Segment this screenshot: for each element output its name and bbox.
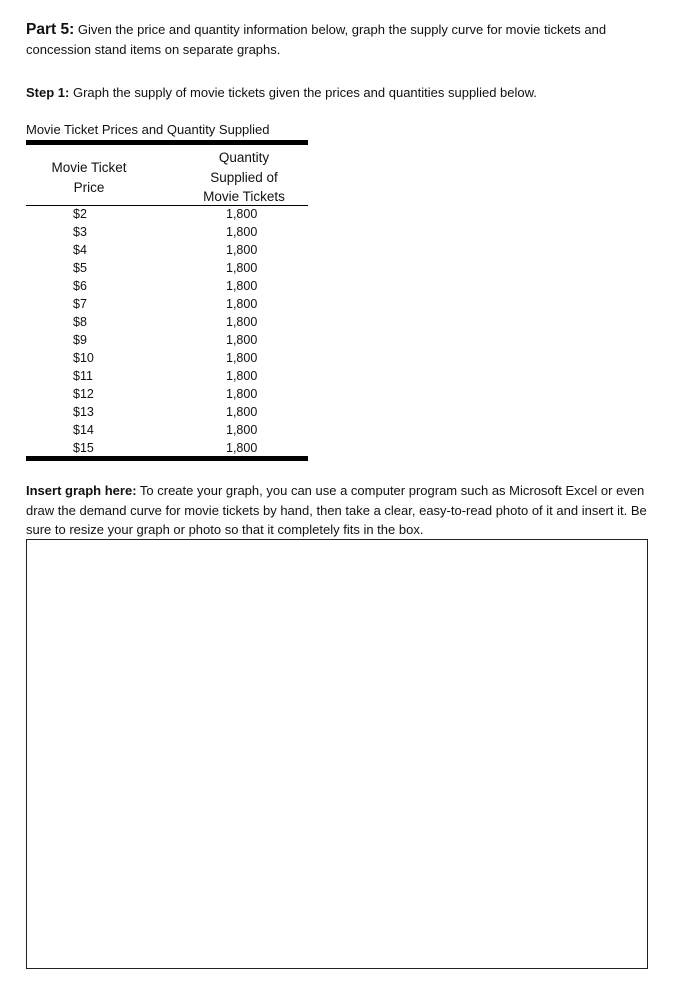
quantity-header-line: Supplied of [210,169,278,185]
table-caption: Movie Ticket Prices and Quantity Supplied [26,122,270,137]
step1-text: Graph the supply of movie tickets given the prices and quantities supplied below. [69,85,537,100]
quantity-cell: 1,800 [226,261,258,275]
table-row [26,259,308,277]
quantity-cell: 1,800 [226,423,258,437]
price-cell: $4 [73,243,87,257]
price-cell: $11 [73,369,93,383]
table-row [26,223,308,241]
table-bottom-rule [26,456,308,461]
quantity-cell: 1,800 [226,243,258,257]
insert-graph-instructions [26,481,656,540]
table-body [26,205,308,457]
table-row [26,403,308,421]
quantity-cell: 1,800 [226,369,258,383]
part5-heading: Part 5: [26,21,75,38]
quantity-header-line: Quantity [218,150,270,165]
price-cell: $8 [73,315,87,329]
quantity-cell: 1,800 [226,387,258,401]
table-row [26,331,308,349]
price-cell: $7 [73,297,87,311]
step1-heading: Step 1: [26,85,70,100]
price-cell: $14 [73,423,94,437]
table-top-rule [26,140,308,145]
table-row [26,349,308,367]
insert-graph-text: To create your graph, you can use a computer program such as Microsoft Excel or even draw the demand curve for movie tickets by hand, then take a clear, easy-to-read photo of it and insert it. Be sure to resize your graph or photo so that it completely fits in the box. [26,483,647,537]
price-cell: $6 [73,279,87,293]
table-row [26,313,308,331]
price-cell: $3 [73,225,87,239]
graph-insert-box[interactable] [26,539,648,969]
table-row [26,367,308,385]
price-cell: $5 [73,261,87,275]
insert-graph-heading: Insert graph here: [26,483,137,498]
quantity-column-header [180,148,308,207]
table-row [26,421,308,439]
part5-text: Given the price and quantity information below, graph the supply curve for movie tickets and concession stand items on separate graphs. [26,22,607,57]
price-cell: $2 [73,207,87,221]
price-cell: $13 [73,405,94,419]
quantity-cell: 1,800 [226,225,258,239]
quantity-cell: 1,800 [226,351,258,365]
price-cell: $10 [73,351,94,365]
quantity-cell: 1,800 [226,297,258,311]
price-column-header [26,158,152,197]
quantity-cell: 1,800 [226,315,258,329]
quantity-cell: 1,800 [226,405,258,419]
price-cell: $12 [73,387,94,401]
quantity-cell: 1,800 [226,441,258,455]
table-row [26,385,308,403]
price-header-line: Price [73,179,105,195]
quantity-cell: 1,800 [226,333,258,347]
price-header-line: Movie Ticket [51,160,127,175]
table-row [26,241,308,259]
table-row [26,295,308,313]
quantity-header-line: Movie Tickets [203,189,285,204]
price-cell: $15 [73,441,94,455]
price-cell: $9 [73,333,87,347]
quantity-cell: 1,800 [226,279,258,293]
table-row [26,205,308,223]
table-row [26,439,308,457]
quantity-cell: 1,800 [226,207,258,221]
step1-instructions [26,84,656,102]
table-row [26,277,308,295]
part5-instructions [26,20,656,60]
